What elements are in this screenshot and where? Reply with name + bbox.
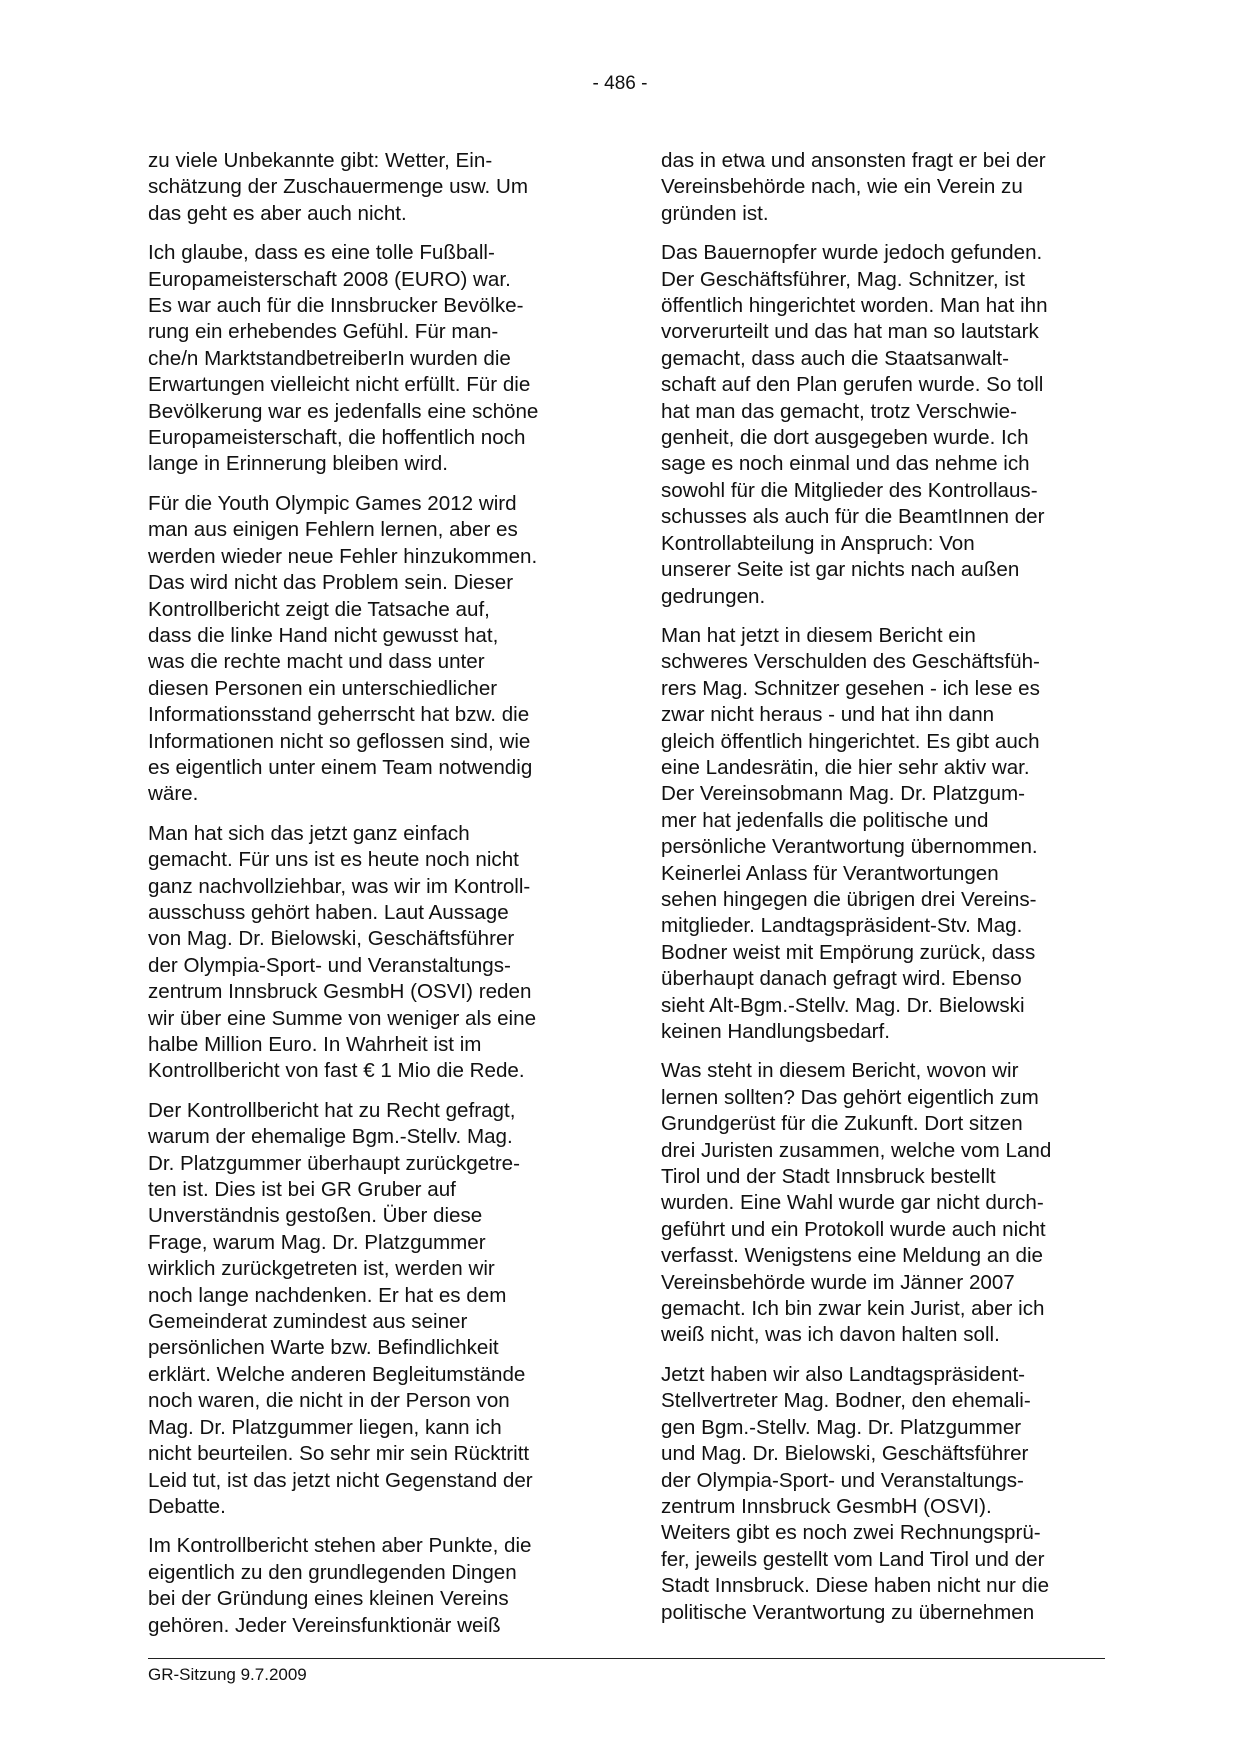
paragraph: Was steht in diesem Bericht, wovon wir lernen sollten? Das gehört eigentlich zum Grundgerüst für die Zukunft. Dort sitzen drei Juristen zusammen, welche vom Land Tirol und der Stadt Innsbruck bestellt wurden. Eine Wahl wurde gar nicht durch- geführt und ein Protokoll wurde auch nicht verfasst. Wenigstens eine Meldung an die Vereinsbehörde wurde im Jänner 2007 gemacht. Ich bin zwar kein Jurist, aber ich weiß nicht, was ich davon halten soll.	[661, 1059, 1052, 1347]
footer-divider	[148, 1658, 1105, 1659]
left-column	[148, 148, 588, 1652]
paragraph: Das Bauernopfer wurde jedoch gefunden. Der Geschäftsführer, Mag. Schnitzer, ist öffentlich hingerichtet worden. Man hat ihn vorverurteilt und das hat man so lautstark gemacht, dass auch die Staatsanwalt- schaft auf den Plan gerufen wurde. So toll hat man das gemacht, trotz Verschwie- genheit, die dort ausgegeben wurde. Ich sage es noch einmal und das nehme ich sowohl für die Mitglieder des Kontrollaus- schusses als auch für die BeamtInnen der Kontrollabteilung in Anspruch: Von unserer Seite ist gar nichts nach außen gedrungen.	[661, 241, 1048, 608]
page-number: - 486 -	[592, 73, 648, 94]
paragraph: Im Kontrollbericht stehen aber Punkte, die eigentlich zu den grundlegenden Dingen bei der Gründung eines kleinen Vereins gehören. Jeder Vereinsfunktionär weiß	[148, 1534, 532, 1637]
footer-session-label: GR-Sitzung 9.7.2009	[148, 1665, 307, 1684]
paragraph: Man hat jetzt in diesem Bericht ein schweres Verschulden des Geschäftsfüh- rers Mag. Schnitzer gesehen - ich lese es zwar nicht heraus - und hat ihn dann gleich öffentlich hingerichtet. Es gibt auch eine Landesrätin, die hier sehr aktiv war. Der Vereinsobmann Mag. Dr. Platzgum- mer hat jedenfalls die politische und persönliche Verantwortung übernommen. Keinerlei Anlass für Verantwortungen sehen hingegen die übrigen drei Vereins- mitglieder. Landtagspräsident-Stv. Mag. Bodner weist mit Empörung zurück, dass überhaupt danach gefragt wird. Ebenso sieht Alt-Bgm.-Stellv. Mag. Dr. Bielowski keinen Handlungsbedarf.	[661, 623, 1040, 1043]
right-column	[661, 148, 1101, 1639]
paragraph: Für die Youth Olympic Games 2012 wird man aus einigen Fehlern lernen, aber es werden wieder neue Fehler hinzukommen. Das wird nicht das Problem sein. Dieser Kontrollbericht zeigt die Tatsache auf, dass die linke Hand nicht gewusst hat, was die rechte macht und dass unter diesen Personen ein unterschiedlicher Informationsstand geherrscht hat bzw. die Informationen nicht so geflossen sind, wie es eigentlich unter einem Team notwendig wäre.	[148, 491, 538, 806]
paragraph: Ich glaube, dass es eine tolle Fußball- Europameisterschaft 2008 (EURO) war. Es war auch für die Innsbrucker Bevölke- rung ein erhebendes Gefühl. Für man- che/n MarktstandbetreiberIn wurden die Erwartungen vielleicht nicht erfüllt. Für die Bevölkerung war es jedenfalls eine schöne Europameisterschaft, die hoffentlich noch lange in Erinnerung bleiben wird.	[148, 241, 539, 476]
paragraph: zu viele Unbekannte gibt: Wetter, Ein- schätzung der Zuschauermenge usw. Um das geht es aber auch nicht.	[148, 149, 529, 225]
paragraph: Der Kontrollbericht hat zu Recht gefragt, warum der ehemalige Bgm.-Stellv. Mag. Dr. Platzgummer überhaupt zurückgetre- ten ist. Dies ist bei GR Gruber auf Unverständnis gestoßen. Über diese Frage, warum Mag. Dr. Platzgummer wirklich zurückgetreten ist, werden wir noch lange nachdenken. Er hat es dem Gemeinderat zumindest aus seiner persönlichen Warte bzw. Befindlichkeit erklärt. Welche anderen Begleitumstände noch waren, die nicht in der Person von Mag. Dr. Platzgummer liegen, kann ich nicht beurteilen. So sehr mir sein Rücktritt Leid tut, ist das jetzt nicht Gegenstand der Debatte.	[148, 1098, 533, 1518]
paragraph: Man hat sich das jetzt ganz einfach gemacht. Für uns ist es heute noch nicht ganz nachvollziehbar, was wir im Kontroll- ausschuss gehört haben. Laut Aussage von Mag. Dr. Bielowski, Geschäftsführer der Olympia-Sport- und Veranstaltungs- zentrum Innsbruck GesmbH (OSVI) reden wir über eine Summe von weniger als eine halbe Million Euro. In Wahrheit ist im Kontrollbericht von fast € 1 Mio die Rede.	[148, 821, 537, 1083]
paragraph: Jetzt haben wir also Landtagspräsident- Stellvertreter Mag. Bodner, den ehemali- gen Bgm.-Stellv. Mag. Dr. Platzgummer und Mag. Dr. Bielowski, Geschäftsführer der Olympia-Sport- und Veranstaltungs- zentrum Innsbruck GesmbH (OSVI). Weiters gibt es noch zwei Rechnungsprü- fer, jeweils gestellt vom Land Tirol und der Stadt Innsbruck. Diese haben nicht nur die politische Verantwortung zu übernehmen	[661, 1362, 1050, 1624]
paragraph: das in etwa und ansonsten fragt er bei der Vereinsbehörde nach, wie ein Verein zu gründen ist.	[661, 149, 1046, 225]
